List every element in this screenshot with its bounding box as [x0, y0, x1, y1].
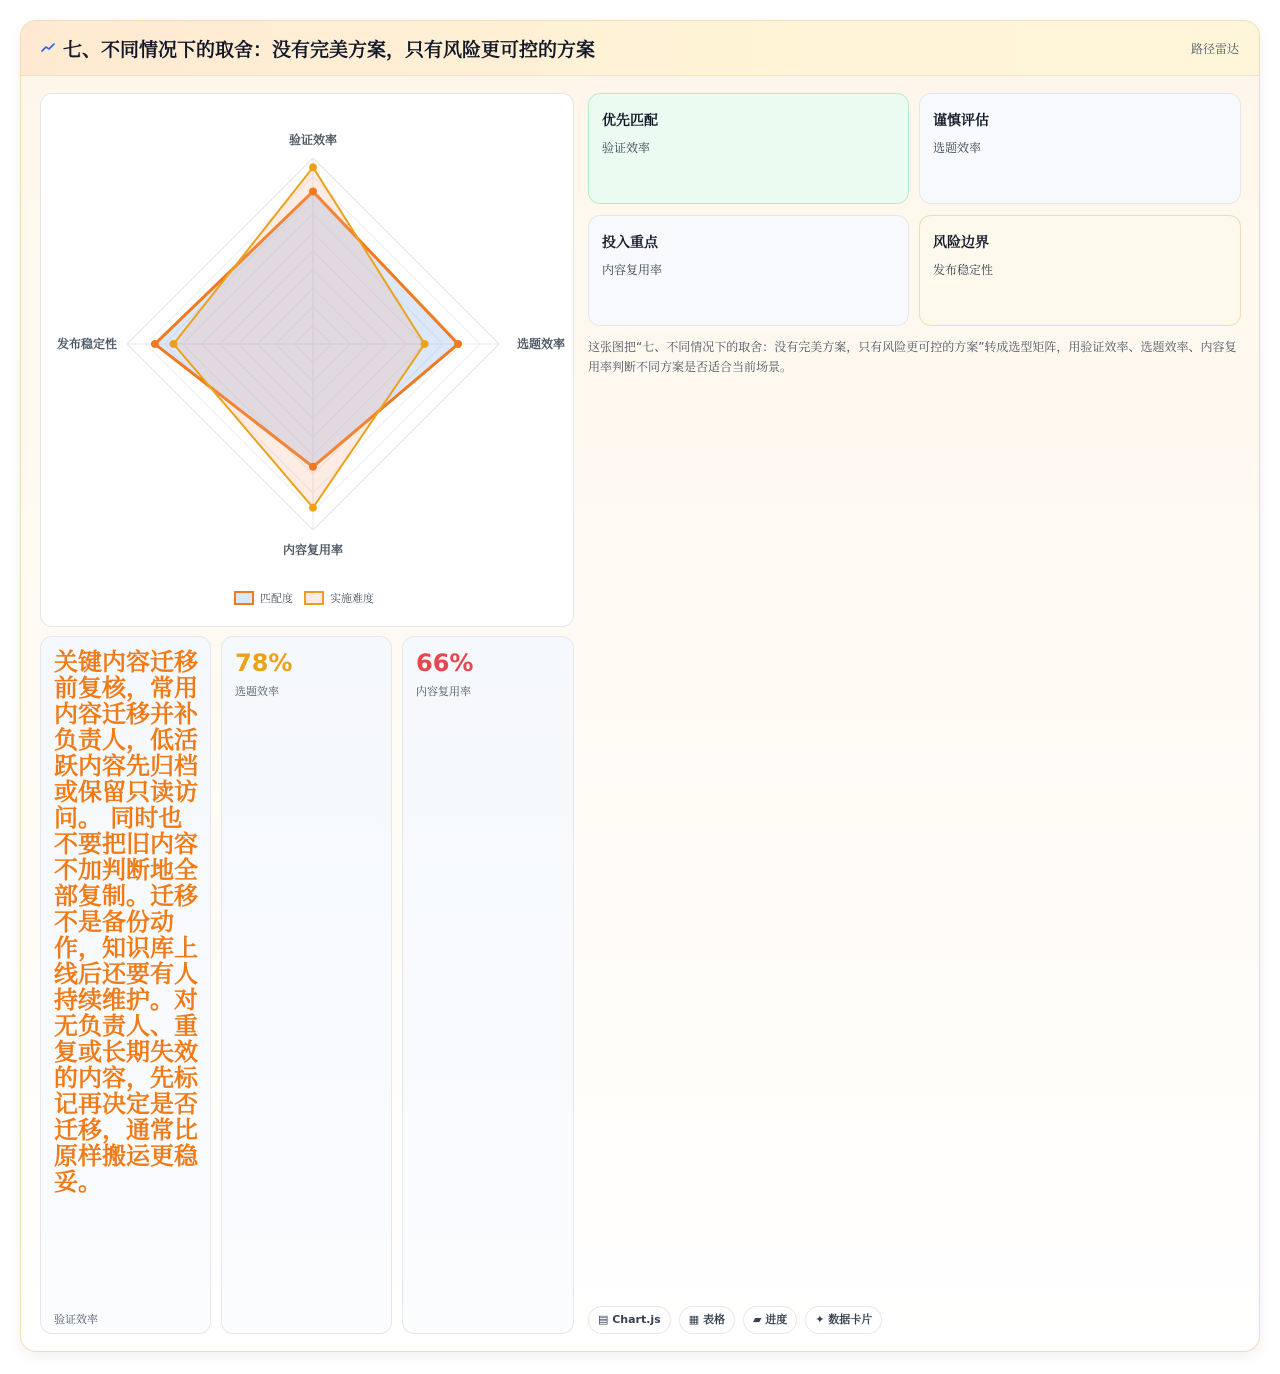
radar-data-point [309, 187, 317, 195]
stat-value: 66% [416, 649, 474, 677]
tile-investment-focus [588, 215, 909, 326]
tile-risk-boundary [919, 215, 1241, 326]
legend-swatch [305, 592, 323, 604]
stat-card-topic-efficiency [221, 636, 392, 1334]
trend-line-icon [41, 41, 55, 55]
stat-card-note [40, 636, 211, 1334]
tile-subtitle: 发布稳定性 [933, 263, 994, 277]
radar-data-point [454, 340, 462, 348]
tile-careful-evaluation [919, 93, 1241, 204]
tile-subtitle: 验证效率 [602, 141, 651, 155]
chip-data-card[interactable]: ✦ 数据卡片 [805, 1306, 882, 1334]
page-title: 七、不同情况下的取舍：没有完美方案，只有风险更可控的方案 [63, 39, 596, 61]
tile-priority-match [588, 93, 909, 204]
legend-label: 匹配度 [260, 592, 293, 605]
radar-axis-label: 发布稳定性 [56, 337, 118, 351]
tile-title: 优先匹配 [602, 113, 658, 129]
chip-table[interactable]: ▦ 表格 [679, 1306, 735, 1334]
legend-swatch [235, 592, 253, 604]
tile-title: 谨慎评估 [933, 113, 989, 129]
report-card [20, 20, 1260, 1352]
tile-subtitle: 内容复用率 [602, 263, 663, 277]
radar-data-point [151, 340, 159, 348]
radar-chart [41, 94, 573, 626]
stat-label: 验证效率 [54, 1313, 98, 1326]
chart-description: 这张图把“七、不同情况下的取舍：没有完美方案，只有风险更可控的方案”转成选型矩阵，用验证效率、选题效率、内容复用率判断不同方案是否适合当前场景。 [588, 340, 1237, 374]
chip-progress[interactable]: ▰ 进度 [743, 1306, 797, 1334]
radar-data-point [421, 340, 429, 348]
tile-title: 风险边界 [933, 235, 989, 251]
radar-data-point [309, 463, 317, 471]
radar-data-point [170, 340, 178, 348]
radar-data-point [309, 163, 317, 171]
card-header [21, 21, 1259, 76]
tile-title: 投入重点 [602, 235, 658, 251]
radar-axis-label: 内容复用率 [282, 543, 344, 557]
chip-chartjs[interactable]: ▤ Chart.js [588, 1306, 671, 1334]
tech-chip-row [588, 1306, 890, 1334]
stat-note-text: 关键内容迁移前复核，常用内容迁移并补负责人，低活跃内容先归档或保留只读访问。 同时也不要把旧内容不加判断地全部复制。迁移不是备份动作，知识库上线后还要有人持续维护。对无负责人、重复或长期失效的内容，先标记再决定是否迁移，通常比原样搬运更稳妥。 [54, 648, 198, 1196]
stat-card-content-reuse [402, 636, 574, 1334]
legend-label: 实施难度 [330, 592, 374, 605]
tile-subtitle: 选题效率 [933, 141, 982, 155]
header-tag: 路径雷达 [1190, 42, 1239, 56]
radar-chart-panel [40, 93, 574, 627]
radar-axis-label: 验证效率 [288, 133, 338, 147]
stat-value: 78% [235, 649, 293, 677]
radar-data-point [309, 504, 317, 512]
stat-label: 内容复用率 [416, 685, 471, 698]
radar-axis-label: 选题效率 [516, 337, 566, 351]
stat-label: 选题效率 [235, 685, 279, 698]
